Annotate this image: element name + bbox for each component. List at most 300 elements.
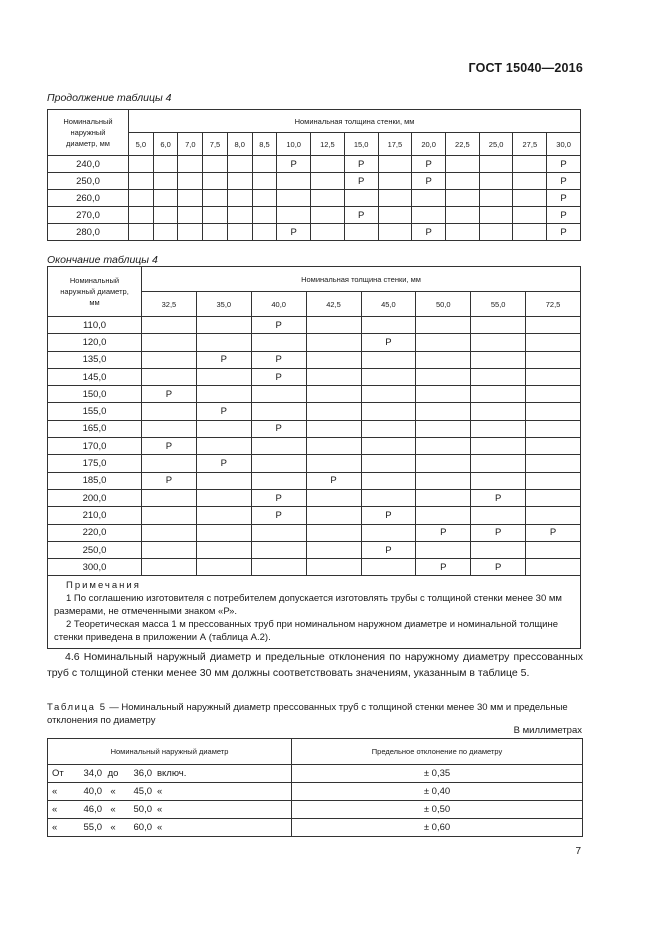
- value-cell: [526, 317, 581, 334]
- value-cell: [251, 541, 306, 558]
- value-cell: [412, 190, 446, 207]
- value-cell: [252, 224, 277, 241]
- diameter-cell: 260,0: [48, 190, 129, 207]
- value-cell: P: [142, 472, 197, 489]
- range-post: «: [157, 804, 163, 815]
- value-cell: [142, 524, 197, 541]
- diameter-cell: 250,0: [48, 541, 142, 558]
- value-cell: [203, 190, 228, 207]
- value-cell: [306, 455, 361, 472]
- value-cell: [416, 472, 471, 489]
- value-cell: [378, 207, 412, 224]
- value-cell: [251, 472, 306, 489]
- column-header: 8,0: [227, 133, 252, 156]
- column-header: 72,5: [526, 292, 581, 317]
- value-cell: [361, 559, 416, 576]
- range-a: 55,0: [83, 822, 102, 833]
- column-header: 50,0: [416, 292, 471, 317]
- value-cell: P: [142, 438, 197, 455]
- value-cell: [445, 190, 479, 207]
- value-cell: [361, 368, 416, 385]
- value-cell: [445, 207, 479, 224]
- value-cell: [196, 420, 251, 437]
- diameter-cell: 120,0: [48, 334, 142, 351]
- column-header: 35,0: [196, 292, 251, 317]
- value-cell: [277, 190, 311, 207]
- table-row: [48, 386, 581, 403]
- value-cell: [203, 207, 228, 224]
- value-cell: [227, 190, 252, 207]
- table-row: [48, 207, 581, 224]
- table4-end: [47, 266, 581, 649]
- column-header: 25,0: [479, 133, 513, 156]
- standard-code: ГОСТ 15040—2016: [468, 61, 583, 75]
- value-cell: [378, 190, 412, 207]
- value-cell: P: [547, 190, 581, 207]
- value-cell: [142, 489, 197, 506]
- diameter-cell: 145,0: [48, 368, 142, 385]
- value-cell: [361, 489, 416, 506]
- diameter-range-cell: [48, 801, 292, 819]
- value-cell: [526, 420, 581, 437]
- value-cell: [416, 334, 471, 351]
- value-cell: [445, 173, 479, 190]
- value-cell: [252, 190, 277, 207]
- value-cell: [196, 472, 251, 489]
- value-cell: [445, 224, 479, 241]
- value-cell: [471, 386, 526, 403]
- value-cell: [378, 224, 412, 241]
- range-mid: «: [110, 804, 116, 815]
- table5-header-deviation: Предельное отклонение по диаметру: [292, 739, 583, 765]
- span-header: Номинальная толщина стенки, мм: [129, 110, 581, 133]
- value-cell: [251, 559, 306, 576]
- value-cell: [416, 386, 471, 403]
- diameter-cell: 300,0: [48, 559, 142, 576]
- value-cell: [416, 455, 471, 472]
- value-cell: [479, 207, 513, 224]
- value-cell: [412, 207, 446, 224]
- table-notes: [48, 576, 581, 649]
- table5: [47, 738, 583, 837]
- value-cell: P: [361, 334, 416, 351]
- value-cell: [416, 317, 471, 334]
- value-cell: [471, 403, 526, 420]
- value-cell: [526, 438, 581, 455]
- value-cell: [471, 351, 526, 368]
- value-cell: [142, 368, 197, 385]
- value-cell: [142, 559, 197, 576]
- value-cell: P: [251, 317, 306, 334]
- value-cell: P: [526, 524, 581, 541]
- value-cell: [153, 173, 178, 190]
- value-cell: [203, 173, 228, 190]
- value-cell: P: [412, 156, 446, 173]
- range-pre: От: [52, 768, 64, 779]
- diameter-cell: 200,0: [48, 489, 142, 506]
- value-cell: P: [361, 507, 416, 524]
- value-cell: [252, 156, 277, 173]
- value-cell: [251, 386, 306, 403]
- column-header: 15,0: [344, 133, 378, 156]
- value-cell: [361, 472, 416, 489]
- value-cell: [526, 455, 581, 472]
- value-cell: [178, 156, 203, 173]
- value-cell: [378, 173, 412, 190]
- value-cell: [311, 224, 345, 241]
- value-cell: P: [471, 524, 526, 541]
- value-cell: [526, 489, 581, 506]
- range-post: включ.: [157, 768, 187, 779]
- column-header: 32,5: [142, 292, 197, 317]
- value-cell: [361, 386, 416, 403]
- range-a: 46,0: [83, 804, 102, 815]
- range-pre: «: [52, 804, 58, 815]
- span-header: Номинальная толщина стенки, мм: [142, 267, 581, 292]
- value-cell: [416, 489, 471, 506]
- range-b: 45,0: [133, 786, 152, 797]
- value-cell: [526, 368, 581, 385]
- value-cell: [526, 472, 581, 489]
- column-header: 40,0: [251, 292, 306, 317]
- value-cell: P: [277, 156, 311, 173]
- value-cell: [251, 524, 306, 541]
- value-cell: [227, 173, 252, 190]
- column-header: 7,5: [203, 133, 228, 156]
- value-cell: [471, 368, 526, 385]
- value-cell: [178, 173, 203, 190]
- table5-caption-lead: Таблица 5: [47, 702, 107, 713]
- value-cell: [142, 455, 197, 472]
- table5-header-diameter: Номинальный наружный диаметр: [48, 739, 292, 765]
- value-cell: [306, 334, 361, 351]
- value-cell: [306, 541, 361, 558]
- value-cell: [196, 368, 251, 385]
- value-cell: [311, 173, 345, 190]
- value-cell: [311, 156, 345, 173]
- value-cell: [142, 351, 197, 368]
- value-cell: [513, 156, 547, 173]
- table4-continued-caption: Продолжение таблицы 4: [47, 92, 172, 104]
- value-cell: P: [416, 524, 471, 541]
- value-cell: [178, 207, 203, 224]
- value-cell: [361, 420, 416, 437]
- value-cell: [196, 334, 251, 351]
- table5-units: В миллиметрах: [513, 725, 582, 736]
- value-cell: [178, 190, 203, 207]
- value-cell: P: [547, 207, 581, 224]
- value-cell: [526, 403, 581, 420]
- table-row: [48, 224, 581, 241]
- value-cell: P: [547, 173, 581, 190]
- value-cell: [306, 403, 361, 420]
- diameter-cell: 165,0: [48, 420, 142, 437]
- value-cell: [227, 224, 252, 241]
- range-b: 36,0: [133, 768, 152, 779]
- table4-continued: [47, 109, 581, 241]
- table-row: [48, 420, 581, 437]
- column-header: 27,5: [513, 133, 547, 156]
- value-cell: [251, 334, 306, 351]
- table-row: [48, 403, 581, 420]
- value-cell: [378, 156, 412, 173]
- value-cell: [196, 386, 251, 403]
- diameter-cell: 155,0: [48, 403, 142, 420]
- value-cell: P: [251, 507, 306, 524]
- value-cell: [344, 190, 378, 207]
- value-cell: [178, 224, 203, 241]
- value-cell: P: [547, 156, 581, 173]
- value-cell: [526, 351, 581, 368]
- table-row: [48, 524, 581, 541]
- value-cell: [416, 420, 471, 437]
- diameter-range-cell: [48, 783, 292, 801]
- value-cell: [227, 156, 252, 173]
- value-cell: [311, 190, 345, 207]
- value-cell: [306, 489, 361, 506]
- table5-caption: [47, 702, 583, 727]
- value-cell: [416, 541, 471, 558]
- value-cell: [479, 190, 513, 207]
- value-cell: [513, 190, 547, 207]
- value-cell: [361, 455, 416, 472]
- value-cell: [416, 351, 471, 368]
- diameter-cell: 135,0: [48, 351, 142, 368]
- value-cell: [306, 368, 361, 385]
- diameter-cell: 220,0: [48, 524, 142, 541]
- range-pre: «: [52, 822, 58, 833]
- value-cell: [129, 207, 154, 224]
- value-cell: [416, 438, 471, 455]
- value-cell: [142, 403, 197, 420]
- value-cell: P: [196, 403, 251, 420]
- value-cell: [416, 368, 471, 385]
- value-cell: [361, 317, 416, 334]
- value-cell: [513, 224, 547, 241]
- range-pre: «: [52, 786, 58, 797]
- column-header: 45,0: [361, 292, 416, 317]
- value-cell: P: [277, 224, 311, 241]
- table-row: [48, 317, 581, 334]
- value-cell: P: [196, 455, 251, 472]
- value-cell: [306, 507, 361, 524]
- value-cell: [196, 541, 251, 558]
- value-cell: [129, 224, 154, 241]
- deviation-cell: ± 0,40: [292, 783, 583, 801]
- value-cell: P: [412, 224, 446, 241]
- table-row: [48, 783, 583, 801]
- value-cell: [416, 507, 471, 524]
- value-cell: [361, 438, 416, 455]
- value-cell: [471, 541, 526, 558]
- note-2: 2 Теоретическая масса 1 м прессованных труб при номинальном наружном диаметре и номинальной толщине стенки приведена в приложении А (таблица А.2).: [54, 619, 559, 644]
- value-cell: P: [344, 207, 378, 224]
- table-row: [48, 156, 581, 173]
- value-cell: [526, 334, 581, 351]
- value-cell: [277, 207, 311, 224]
- value-cell: [129, 190, 154, 207]
- value-cell: [526, 507, 581, 524]
- table-row: [48, 173, 581, 190]
- value-cell: [416, 403, 471, 420]
- value-cell: [306, 559, 361, 576]
- range-mid: «: [110, 786, 116, 797]
- value-cell: P: [412, 173, 446, 190]
- value-cell: [311, 207, 345, 224]
- range-mid: «: [110, 822, 116, 833]
- diameter-cell: 150,0: [48, 386, 142, 403]
- value-cell: [203, 156, 228, 173]
- table-row: [48, 559, 581, 576]
- column-header: 17,5: [378, 133, 412, 156]
- range-a: 34,0: [83, 768, 102, 779]
- row-header: Номинальный наружный диаметр, мм: [48, 267, 142, 317]
- value-cell: [153, 156, 178, 173]
- value-cell: P: [306, 472, 361, 489]
- range-b: 60,0: [133, 822, 152, 833]
- deviation-cell: ± 0,60: [292, 819, 583, 837]
- table-row: [48, 351, 581, 368]
- range-b: 50,0: [133, 804, 152, 815]
- value-cell: [513, 173, 547, 190]
- value-cell: P: [251, 420, 306, 437]
- diameter-range-cell: [48, 765, 292, 783]
- value-cell: P: [196, 351, 251, 368]
- value-cell: P: [344, 173, 378, 190]
- value-cell: [361, 524, 416, 541]
- table-row: [48, 489, 581, 506]
- diameter-cell: 170,0: [48, 438, 142, 455]
- value-cell: P: [251, 351, 306, 368]
- diameter-cell: 240,0: [48, 156, 129, 173]
- value-cell: [227, 207, 252, 224]
- diameter-cell: 250,0: [48, 173, 129, 190]
- value-cell: [142, 334, 197, 351]
- value-cell: [129, 156, 154, 173]
- value-cell: [445, 156, 479, 173]
- value-cell: [196, 317, 251, 334]
- value-cell: [142, 507, 197, 524]
- column-header: 20,0: [412, 133, 446, 156]
- value-cell: [251, 438, 306, 455]
- table-row: [48, 801, 583, 819]
- diameter-cell: 270,0: [48, 207, 129, 224]
- deviation-cell: ± 0,35: [292, 765, 583, 783]
- value-cell: [306, 524, 361, 541]
- value-cell: [142, 420, 197, 437]
- column-header: 30,0: [547, 133, 581, 156]
- value-cell: [344, 224, 378, 241]
- value-cell: [479, 173, 513, 190]
- value-cell: P: [251, 489, 306, 506]
- column-header: 12,5: [311, 133, 345, 156]
- value-cell: P: [251, 368, 306, 385]
- column-header: 42,5: [306, 292, 361, 317]
- range-post: «: [157, 786, 163, 797]
- value-cell: [361, 351, 416, 368]
- value-cell: [153, 190, 178, 207]
- column-header: 5,0: [129, 133, 154, 156]
- value-cell: [196, 489, 251, 506]
- diameter-cell: 175,0: [48, 455, 142, 472]
- table5-caption-text: — Номинальный наружный диаметр прессованных труб с толщиной стенки менее 30 мм и предельные отклонения по диаметру: [47, 702, 568, 726]
- value-cell: [479, 224, 513, 241]
- value-cell: [203, 224, 228, 241]
- value-cell: [471, 472, 526, 489]
- note-1: 1 По соглашению изготовителя с потребителем допускается изготовлять трубы с толщиной стенки менее 30 мм размерами, не отмеченными знаком «Р».: [54, 593, 562, 618]
- value-cell: [471, 455, 526, 472]
- column-header: 8,5: [252, 133, 277, 156]
- value-cell: [277, 173, 311, 190]
- value-cell: [471, 420, 526, 437]
- table4-end-caption: Окончание таблицы 4: [47, 254, 158, 266]
- diameter-cell: 185,0: [48, 472, 142, 489]
- value-cell: P: [547, 224, 581, 241]
- table-row: [48, 472, 581, 489]
- column-header: 55,0: [471, 292, 526, 317]
- diameter-cell: 110,0: [48, 317, 142, 334]
- diameter-range-cell: [48, 819, 292, 837]
- value-cell: [196, 559, 251, 576]
- value-cell: [526, 541, 581, 558]
- value-cell: P: [361, 541, 416, 558]
- value-cell: [471, 507, 526, 524]
- table-row: [48, 819, 583, 837]
- value-cell: [513, 207, 547, 224]
- value-cell: [526, 559, 581, 576]
- value-cell: [251, 403, 306, 420]
- value-cell: P: [344, 156, 378, 173]
- value-cell: [306, 351, 361, 368]
- value-cell: [471, 438, 526, 455]
- value-cell: [196, 507, 251, 524]
- table-row: [48, 368, 581, 385]
- value-cell: [361, 403, 416, 420]
- value-cell: [479, 156, 513, 173]
- value-cell: [252, 207, 277, 224]
- table-row: [48, 334, 581, 351]
- row-header: Номинальный наружный диаметр, мм: [48, 110, 129, 156]
- value-cell: P: [471, 489, 526, 506]
- column-header: 7,0: [178, 133, 203, 156]
- value-cell: [153, 224, 178, 241]
- value-cell: [306, 317, 361, 334]
- table-row: [48, 765, 583, 783]
- column-header: 10,0: [277, 133, 311, 156]
- value-cell: [306, 386, 361, 403]
- table-row: [48, 438, 581, 455]
- diameter-cell: 210,0: [48, 507, 142, 524]
- value-cell: P: [471, 559, 526, 576]
- value-cell: [196, 524, 251, 541]
- table-row: [48, 190, 581, 207]
- value-cell: [252, 173, 277, 190]
- diameter-cell: 280,0: [48, 224, 129, 241]
- value-cell: [142, 317, 197, 334]
- table-row: [48, 507, 581, 524]
- column-header: 6,0: [153, 133, 178, 156]
- value-cell: [526, 386, 581, 403]
- column-header: 22,5: [445, 133, 479, 156]
- value-cell: [251, 455, 306, 472]
- value-cell: [142, 541, 197, 558]
- table-row: [48, 541, 581, 558]
- range-post: «: [157, 822, 163, 833]
- value-cell: [196, 438, 251, 455]
- page-number: 7: [575, 846, 581, 857]
- value-cell: [471, 317, 526, 334]
- value-cell: P: [142, 386, 197, 403]
